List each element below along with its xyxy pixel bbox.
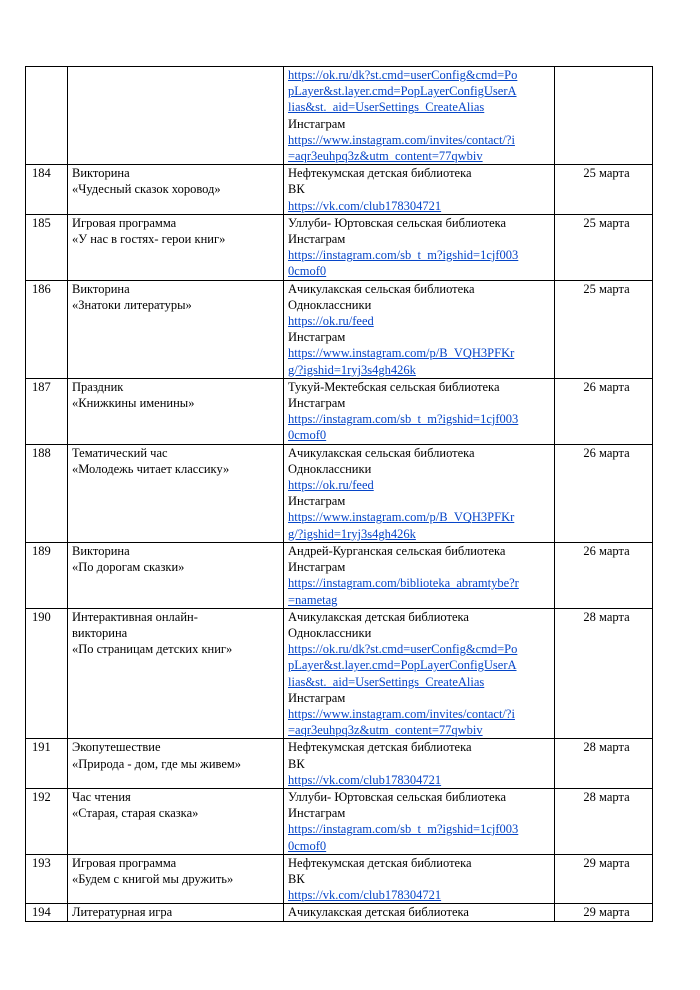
table-row	[26, 67, 653, 165]
place-text: Андрей-Курганская сельская библиотека	[288, 543, 506, 558]
date-cell: 28 марта	[555, 608, 653, 739]
resource-link[interactable]: g/?igshid=1ryj3s4gh426k	[288, 526, 416, 541]
resource-link[interactable]: https://ok.ru/feed	[288, 478, 374, 493]
resource-link[interactable]: 0cmof0	[288, 264, 327, 279]
resource-link[interactable]: https://ok.ru/dk?st.cmd=userConfig&cmd=Po	[288, 642, 518, 657]
event-text: Интерактивная онлайн-	[72, 609, 198, 624]
row-number: 193	[26, 854, 68, 904]
place-cell	[284, 608, 555, 739]
resource-link[interactable]: https://www.instagram.com/invites/contact/?i	[288, 706, 515, 721]
event-text: Игровая программа	[72, 855, 177, 870]
table-row	[26, 739, 653, 789]
place-text: Инстаграм	[288, 396, 346, 411]
place-text: Инстаграм	[288, 690, 346, 705]
place-cell	[284, 739, 555, 789]
event-text: Викторина	[72, 543, 130, 558]
events-table	[25, 66, 653, 922]
date-cell	[555, 67, 653, 165]
table-row	[26, 165, 653, 215]
table-row	[26, 542, 653, 608]
event-cell	[68, 542, 284, 608]
place-text: Уллуби- Юртовская сельская библиотека	[288, 215, 507, 230]
place-text: Ачикулакская детская библиотека	[288, 905, 469, 920]
resource-link[interactable]: pLayer&st.layer.cmd=PopLayerConfigUserA	[288, 84, 517, 99]
resource-link[interactable]: https://vk.com/club178304721	[288, 888, 442, 903]
resource-link[interactable]: lias&st._aid=UserSettings_CreateAlias	[288, 674, 485, 689]
event-cell	[68, 444, 284, 542]
place-cell	[284, 444, 555, 542]
place-cell	[284, 165, 555, 215]
place-text: Одноклассники	[288, 297, 372, 312]
place-text: Инстаграм	[288, 232, 346, 247]
row-number: 190	[26, 608, 68, 739]
resource-link[interactable]: https://ok.ru/dk?st.cmd=userConfig&cmd=Po	[288, 68, 518, 82]
place-cell	[284, 904, 555, 921]
place-cell	[284, 67, 555, 165]
event-text: Викторина	[72, 166, 130, 181]
resource-link[interactable]: https://instagram.com/sb_t_m?igshid=1cjf003	[288, 248, 519, 263]
event-text: «По дорогам сказки»	[72, 560, 185, 575]
table-row	[26, 378, 653, 444]
row-number: 184	[26, 165, 68, 215]
resource-link[interactable]: https://www.instagram.com/p/B_VQH3PFKr	[288, 346, 515, 361]
place-text: ВК	[288, 182, 305, 197]
place-text: Инстаграм	[288, 494, 346, 509]
place-text: Ачикулакская детская библиотека	[288, 609, 469, 624]
place-text: Инстаграм	[288, 560, 346, 575]
place-text: Нефтекумская детская библиотека	[288, 166, 472, 181]
row-number: 189	[26, 542, 68, 608]
resource-link[interactable]: https://www.instagram.com/invites/contact/?i	[288, 132, 515, 147]
table-row	[26, 788, 653, 854]
date-cell: 26 марта	[555, 542, 653, 608]
event-text: Экопутешествие	[72, 740, 161, 755]
resource-link[interactable]: https://instagram.com/sb_t_m?igshid=1cjf003	[288, 822, 519, 837]
event-cell	[68, 214, 284, 280]
event-cell	[68, 904, 284, 921]
place-text: Ачикулакская сельская библиотека	[288, 445, 475, 460]
resource-link[interactable]: =nametag	[288, 592, 338, 607]
place-text: Ачикулакская сельская библиотека	[288, 281, 475, 296]
place-text: Нефтекумская детская библиотека	[288, 740, 472, 755]
place-text: Тукуй-Мектебская сельская библиотека	[288, 379, 500, 394]
resource-link[interactable]: =aqr3euhpq3z&utm_content=77qwbiv	[288, 723, 483, 738]
event-text: Праздник	[72, 379, 124, 394]
event-cell	[68, 788, 284, 854]
place-cell	[284, 854, 555, 904]
table-row	[26, 904, 653, 921]
place-text: ВК	[288, 871, 305, 886]
resource-link[interactable]: https://instagram.com/biblioteka_abramtybe?r	[288, 576, 519, 591]
resource-link[interactable]: https://vk.com/club178304721	[288, 772, 442, 787]
place-cell	[284, 280, 555, 378]
event-cell	[68, 378, 284, 444]
place-cell	[284, 378, 555, 444]
event-text: «Природа - дом, где мы живем»	[72, 756, 242, 771]
event-text: «Будем с книгой мы дружить»	[72, 871, 234, 886]
place-text: Нефтекумская детская библиотека	[288, 855, 472, 870]
event-text: Тематический час	[72, 445, 168, 460]
place-text: Уллуби- Юртовская сельская библиотека	[288, 789, 507, 804]
place-text: ВК	[288, 756, 305, 771]
resource-link[interactable]: pLayer&st.layer.cmd=PopLayerConfigUserA	[288, 658, 517, 673]
row-number: 186	[26, 280, 68, 378]
event-text: «Чудесный сказок хоровод»	[72, 182, 221, 197]
place-text: Инстаграм	[288, 806, 346, 821]
event-text: «Знатоки литературы»	[72, 297, 192, 312]
event-cell	[68, 280, 284, 378]
resource-link[interactable]: g/?igshid=1ryj3s4gh426k	[288, 362, 416, 377]
resource-link[interactable]: =aqr3euhpq3z&utm_content=77qwbiv	[288, 149, 483, 164]
place-cell	[284, 214, 555, 280]
table-row	[26, 280, 653, 378]
place-cell	[284, 542, 555, 608]
date-cell: 28 марта	[555, 788, 653, 854]
event-cell	[68, 739, 284, 789]
row-number: 194	[26, 904, 68, 921]
event-text: Викторина	[72, 281, 130, 296]
date-cell: 26 марта	[555, 444, 653, 542]
date-cell: 26 марта	[555, 378, 653, 444]
resource-link[interactable]: 0cmof0	[288, 428, 327, 443]
event-text: Игровая программа	[72, 215, 177, 230]
resource-link[interactable]: https://ok.ru/feed	[288, 314, 374, 329]
event-text: Литературная игра	[72, 905, 173, 920]
event-cell	[68, 67, 284, 165]
resource-link[interactable]: lias&st._aid=UserSettings_CreateAlias	[288, 100, 485, 115]
event-text: Час чтения	[72, 789, 131, 804]
event-text: викторина	[72, 625, 128, 640]
table-row	[26, 444, 653, 542]
place-text: Одноклассники	[288, 461, 372, 476]
row-number: 188	[26, 444, 68, 542]
event-text: «У нас в гостях- герои книг»	[72, 232, 226, 247]
resource-link[interactable]: 0cmof0	[288, 838, 327, 853]
place-text: Одноклассники	[288, 625, 372, 640]
table-row	[26, 214, 653, 280]
table-row	[26, 608, 653, 739]
event-cell	[68, 608, 284, 739]
event-text: «Молодежь читает классику»	[72, 461, 230, 476]
event-cell	[68, 854, 284, 904]
row-number: 192	[26, 788, 68, 854]
date-cell: 25 марта	[555, 165, 653, 215]
event-text: «По страницам детских книг»	[72, 642, 233, 657]
event-cell	[68, 165, 284, 215]
date-cell: 29 марта	[555, 904, 653, 921]
resource-link[interactable]: https://instagram.com/sb_t_m?igshid=1cjf003	[288, 412, 519, 427]
row-number: 187	[26, 378, 68, 444]
date-cell: 29 марта	[555, 854, 653, 904]
resource-link[interactable]: https://www.instagram.com/p/B_VQH3PFKr	[288, 510, 515, 525]
date-cell: 25 марта	[555, 280, 653, 378]
table-row	[26, 854, 653, 904]
date-cell: 28 марта	[555, 739, 653, 789]
place-text: Инстаграм	[288, 116, 346, 131]
event-text: «Книжкины именины»	[72, 396, 195, 411]
place-text: Инстаграм	[288, 330, 346, 345]
row-number: 185	[26, 214, 68, 280]
event-text: «Старая, старая сказка»	[72, 806, 199, 821]
resource-link[interactable]: https://vk.com/club178304721	[288, 198, 442, 213]
row-number	[26, 67, 68, 165]
date-cell: 25 марта	[555, 214, 653, 280]
row-number: 191	[26, 739, 68, 789]
place-cell	[284, 788, 555, 854]
